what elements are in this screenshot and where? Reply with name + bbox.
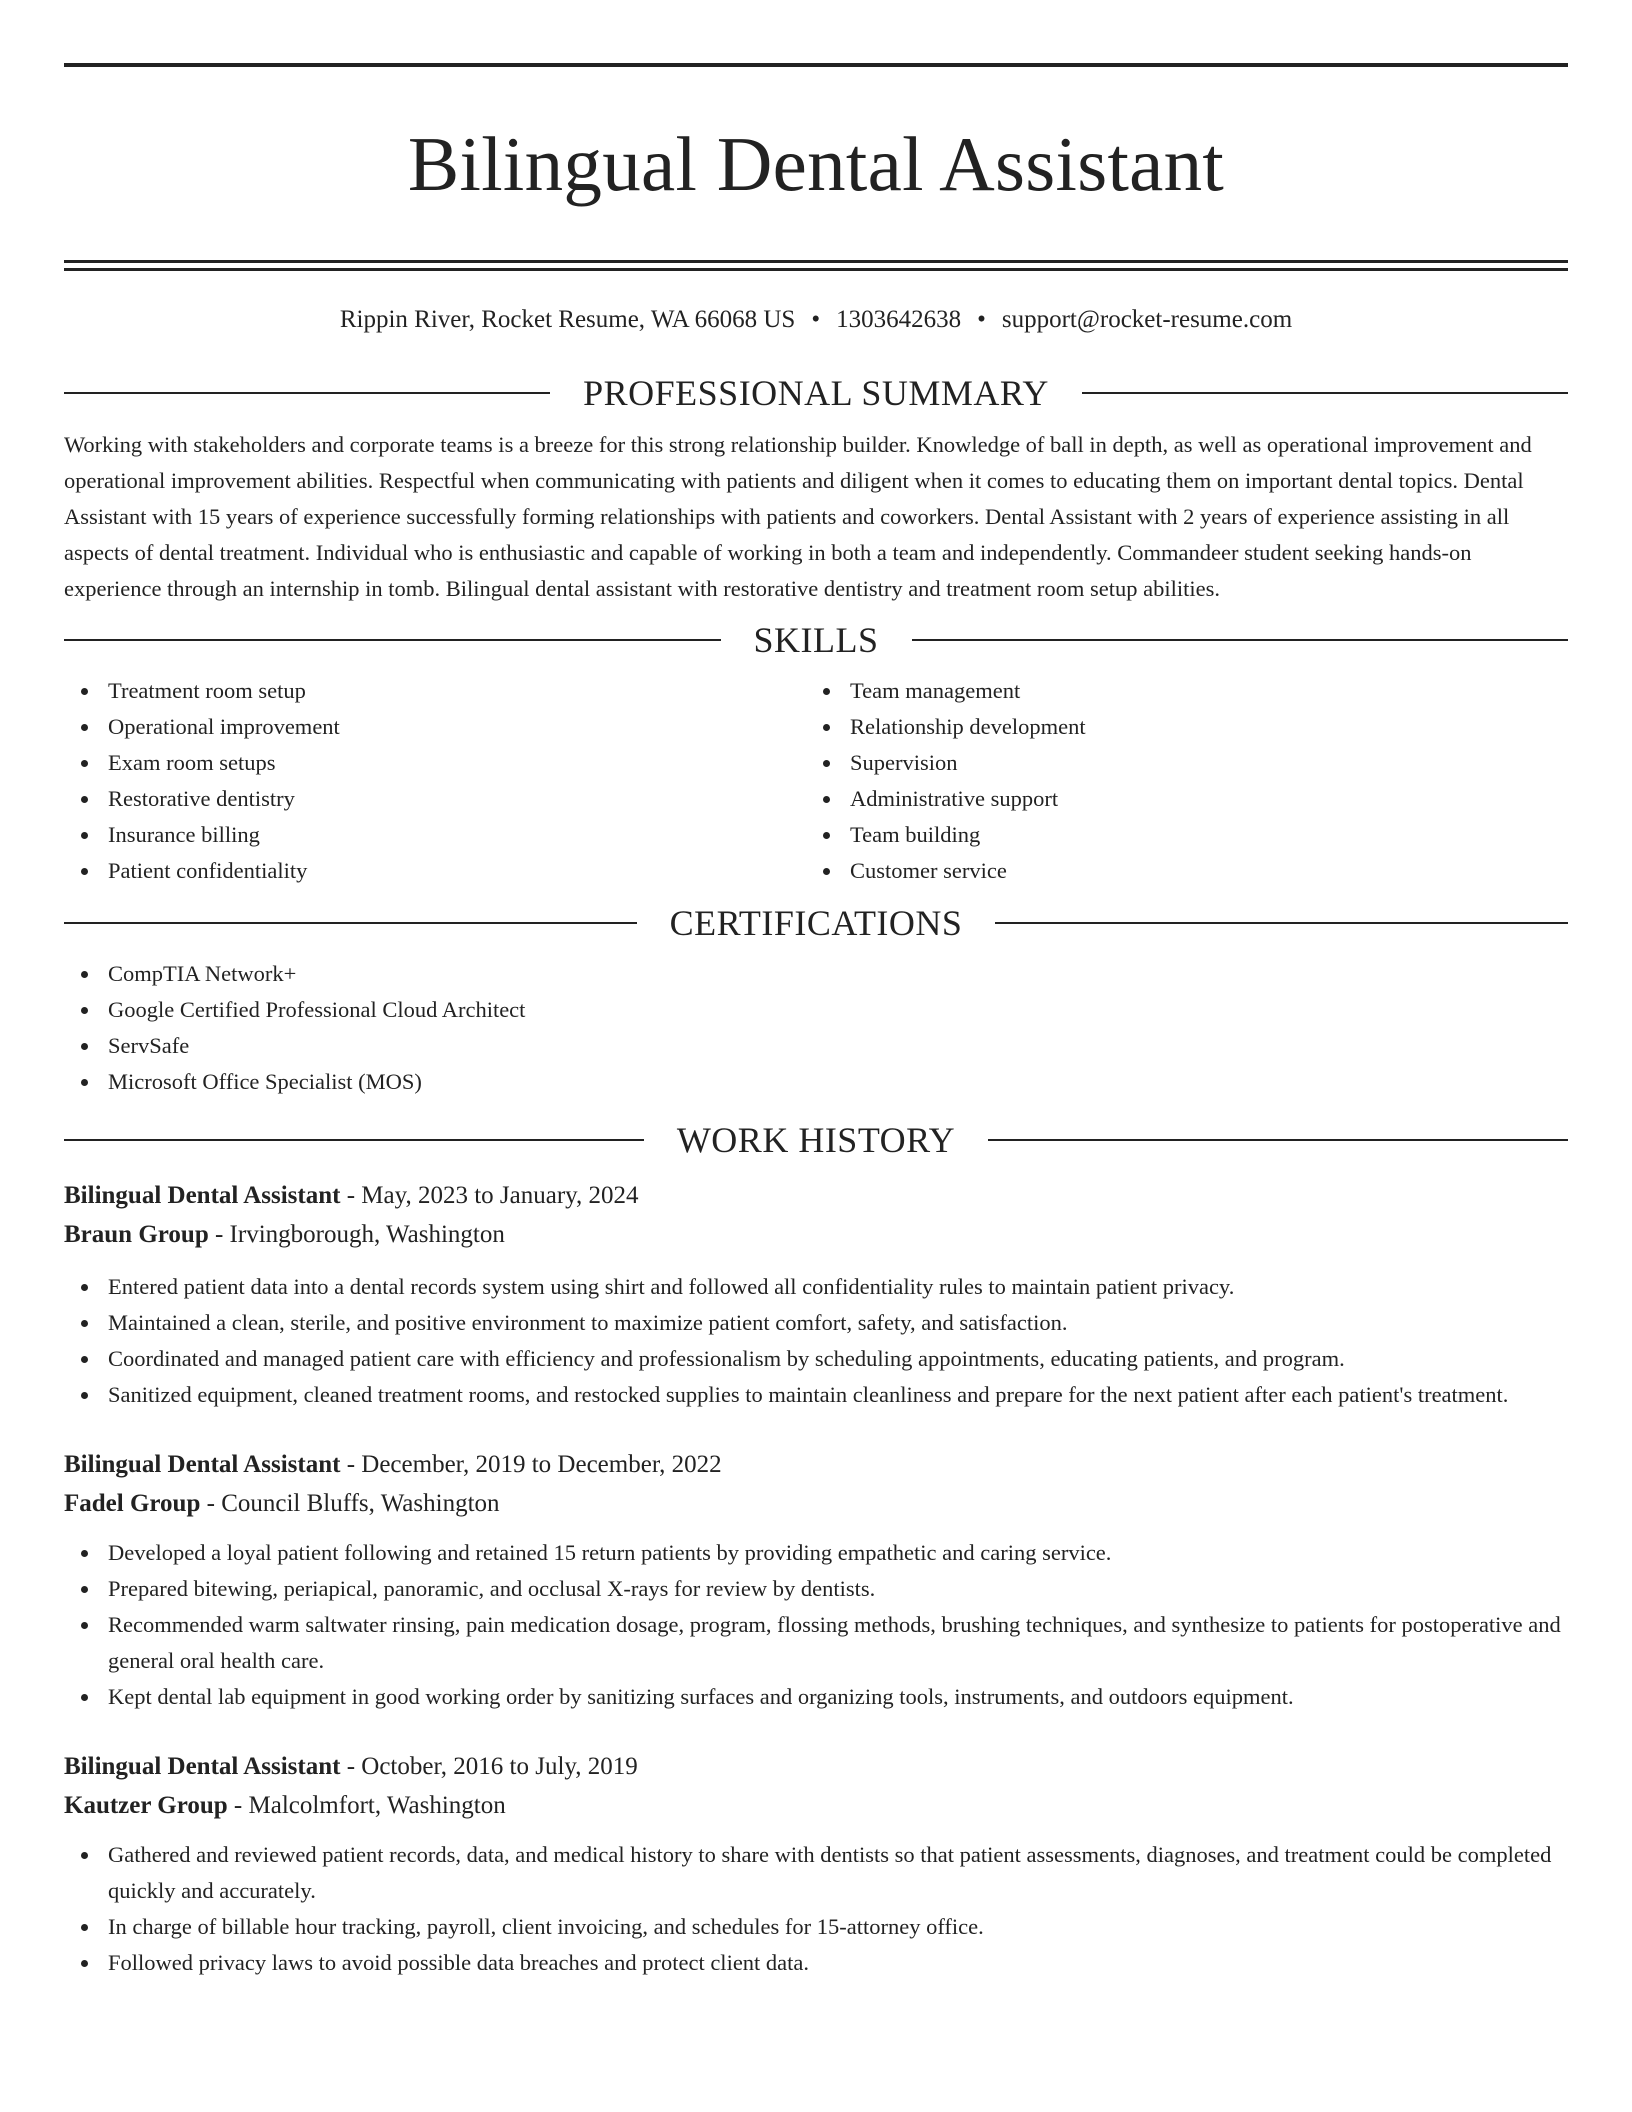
job-location: - Council Bluffs, Washington xyxy=(200,1490,500,1517)
skill-item: Team building xyxy=(806,817,1548,853)
job-bullets xyxy=(64,1837,1568,1981)
section-heading-work-history xyxy=(64,1119,1568,1161)
job-bullets xyxy=(64,1269,1568,1413)
job-bullet: Followed privacy laws to avoid possible data breaches and protect client data. xyxy=(64,1945,1568,1981)
section-title: CERTIFICATIONS xyxy=(669,903,963,943)
job-bullet: Kept dental lab equipment in good working order by sanitizing surfaces and organizing tools, instruments, and outdoors equipment. xyxy=(64,1679,1568,1715)
contact-separator: • xyxy=(977,306,986,333)
section-heading-skills xyxy=(64,619,1568,661)
job-location: - Malcolmfort, Washington xyxy=(227,1792,506,1819)
skills-list-right xyxy=(806,673,1548,889)
skill-item: Administrative support xyxy=(806,781,1548,817)
skill-item: Customer service xyxy=(806,853,1548,889)
job-company: Kautzer Group xyxy=(64,1792,228,1819)
job-bullets xyxy=(64,1535,1568,1715)
skill-item: Insurance billing xyxy=(64,817,806,853)
skill-item: Supervision xyxy=(806,745,1548,781)
job-company: Fadel Group xyxy=(64,1490,201,1517)
job-bullet: Prepared bitewing, periapical, panoramic, and occlusal X-rays for review by dentists. xyxy=(64,1571,1568,1607)
contact-email: support@rocket-resume.com xyxy=(1001,306,1293,333)
skill-item: Operational improvement xyxy=(64,709,806,745)
contact-line xyxy=(64,305,1568,335)
contact-phone: 1303642638 xyxy=(836,306,962,333)
resume-page xyxy=(64,0,1568,1981)
section-heading-certifications xyxy=(64,902,1568,944)
contact-address: Rippin River, Rocket Resume, WA 66068 US xyxy=(339,306,796,333)
section-title: PROFESSIONAL SUMMARY xyxy=(583,373,1049,413)
skill-item: Exam room setups xyxy=(64,745,806,781)
section-heading-summary xyxy=(64,372,1568,414)
skills-columns xyxy=(64,673,1568,889)
job-bullet: Maintained a clean, sterile, and positive environment to maximize patient comfort, safety, and satisfaction. xyxy=(64,1305,1568,1341)
heading-rule-left xyxy=(64,639,721,641)
heading-rule-left xyxy=(64,1139,644,1141)
job-entry xyxy=(64,1445,1568,1715)
job-location: - Irvingborough, Washington xyxy=(208,1221,505,1248)
heading-rule-right xyxy=(988,1139,1568,1141)
job-title: Bilingual Dental Assistant xyxy=(64,1451,341,1478)
job-bullet: Coordinated and managed patient care with efficiency and professionalism by scheduling appointments, educating patients, and program. xyxy=(64,1341,1568,1377)
job-dates: - October, 2016 to July, 2019 xyxy=(340,1753,638,1780)
heading-rule-right xyxy=(1082,392,1568,394)
skill-item: Relationship development xyxy=(806,709,1548,745)
section-title: WORK HISTORY xyxy=(676,1120,956,1160)
job-dates: - December, 2019 to December, 2022 xyxy=(340,1451,722,1478)
certification-item: Google Certified Professional Cloud Architect xyxy=(64,992,1568,1028)
job-bullet: Gathered and reviewed patient records, data, and medical history to share with dentists so that patient assessments, diagnoses, and treatment could be completed quickly and accurately. xyxy=(64,1837,1568,1909)
job-dates: - May, 2023 to January, 2024 xyxy=(340,1182,639,1209)
job-bullet: Entered patient data into a dental records system using shirt and followed all confidentiality rules to maintain patient privacy. xyxy=(64,1269,1568,1305)
job-entry xyxy=(64,1747,1568,1981)
skill-item: Treatment room setup xyxy=(64,673,806,709)
job-bullet: In charge of billable hour tracking, payroll, client invoicing, and schedules for 15-attorney office. xyxy=(64,1909,1568,1945)
skill-item: Patient confidentiality xyxy=(64,853,806,889)
job-title-line xyxy=(64,1176,1568,1215)
resume-name: Bilingual Dental Assistant xyxy=(407,121,1225,207)
section-title: SKILLS xyxy=(753,620,879,660)
certification-item: ServSafe xyxy=(64,1028,1568,1064)
job-bullet: Developed a loyal patient following and retained 15 return patients by providing empathetic and caring service. xyxy=(64,1535,1568,1571)
skill-item: Team management xyxy=(806,673,1548,709)
heading-rule-left xyxy=(64,392,550,394)
summary-text: Working with stakeholders and corporate teams is a breeze for this strong relationship builder. Knowledge of ball in depth, as well as operational improvement and operational improvement abilities. Respectful when communicating with patients and diligent when it comes to educating them on important dental topics. Dental Assistant with 15 years of experience successfully forming relationships with patients and coworkers. Dental Assistant with 2 years of experience assisting in all aspects of dental treatment. Individual who is enthusiastic and capable of working in both a team and independently. Commandeer student seeking hands-on experience through an internship in tomb. Bilingual dental assistant with restorative dentistry and treatment room setup abilities. xyxy=(64,432,1532,601)
heading-rule-right xyxy=(995,922,1568,924)
skill-item: Restorative dentistry xyxy=(64,781,806,817)
job-title: Bilingual Dental Assistant xyxy=(64,1182,341,1209)
heading-rule-left xyxy=(64,922,637,924)
contact-separator: • xyxy=(811,306,821,333)
job-title: Bilingual Dental Assistant xyxy=(64,1753,341,1780)
job-bullet: Sanitized equipment, cleaned treatment rooms, and restocked supplies to maintain cleanliness and prepare for the next patient after each patient's treatment. xyxy=(64,1377,1568,1413)
job-title-line xyxy=(64,1747,1568,1786)
job-title-line xyxy=(64,1445,1568,1484)
heading-rule-right xyxy=(912,639,1569,641)
certification-item: CompTIA Network+ xyxy=(64,956,1568,992)
certifications-list xyxy=(64,956,1568,1100)
double-rule xyxy=(64,260,1568,271)
job-company: Braun Group xyxy=(64,1221,209,1248)
skills-list-left xyxy=(64,673,806,889)
certification-item: Microsoft Office Specialist (MOS) xyxy=(64,1064,1568,1100)
job-company-line xyxy=(64,1484,1568,1523)
job-company-line xyxy=(64,1215,1568,1254)
job-entry xyxy=(64,1176,1568,1413)
job-bullet: Recommended warm saltwater rinsing, pain medication dosage, program, flossing methods, brushing techniques, and synthesize to patients for postoperative and general oral health care. xyxy=(64,1607,1568,1679)
job-company-line xyxy=(64,1786,1568,1825)
